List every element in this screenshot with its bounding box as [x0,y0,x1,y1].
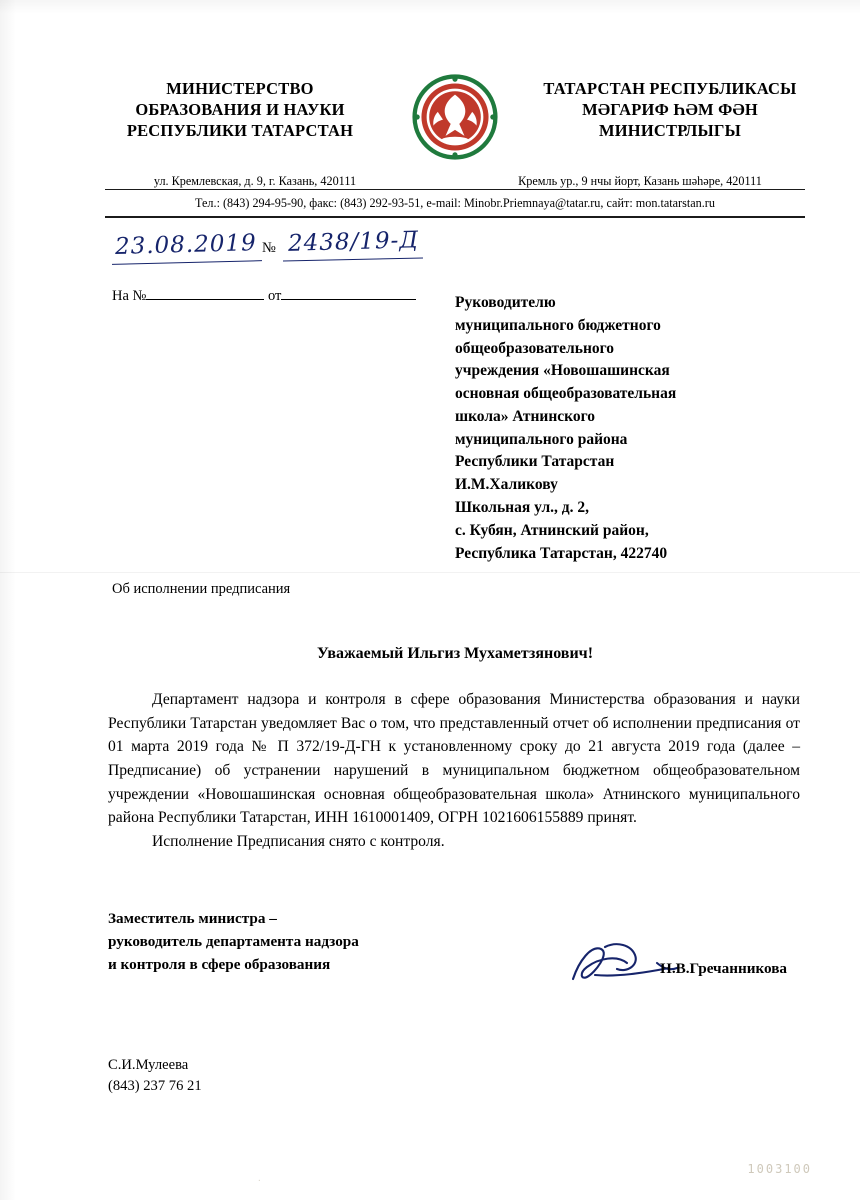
scan-faint-number: 1003100 [747,1162,812,1176]
coat-of-arms-icon [412,74,498,160]
scan-shadow-top [0,0,860,14]
signatory-title-line-1: Заместитель министра – [108,910,277,927]
address-russian: ул. Кремлевская, д. 9, г. Казань, 420111 [153,174,357,188]
reply-number-label: На № [112,288,147,304]
salutation: Уважаемый Ильгиз Мухаметзянович! [316,645,594,662]
addressee-line: основная общеобразовательная [455,385,677,403]
addressee-line: Республика Татарстан, 422740 [455,544,668,562]
addressee-line: Школьная ул., д. 2, [455,499,590,517]
ministry-title-tatar [535,78,805,141]
signatory-title [108,908,359,976]
scan-faint-mark: . [258,1172,261,1184]
addressee-line: муниципального района [455,430,628,448]
ministry-title-tt-line-3: МИНИСТРЛЫГЫ [599,121,741,141]
ministry-title-ru-line-3: РЕСПУБЛИКИ ТАТАРСТАН [126,121,354,141]
ministry-title-tt-line-2: МӘГАРИФ ҺӘМ ФӘН [582,100,758,120]
executor-name: С.И.Мулеева [108,1057,189,1073]
reply-reference-line [112,286,416,305]
reply-date-blank [281,286,416,300]
signatory-name: Н.В.Гречанникова [660,960,788,977]
addressee-line: Руководителю [455,294,556,311]
addressee-block [455,292,795,565]
ministry-title-ru-line-1: МИНИСТЕРСТВО [166,79,314,98]
signatory-title-line-2: руководитель департамента надзора [108,932,359,950]
scan-shadow-left [0,0,16,1200]
addressee-line: Республики Татарстан [455,453,615,471]
number-symbol: № [262,240,276,256]
date-underline [112,260,262,265]
addressee-line: с. Кубян, Атнинский район, [455,521,649,539]
contacts-line: Тел.: (843) 294-95-90, факс: (843) 292-93-51, e-mail: Minobr.Priemnaya@tatar.ru, сайт: mon.tatarstan.ru [195,196,715,210]
letterhead-address-row [105,174,805,189]
addressee-line: учреждения «Новошашинская [455,362,670,380]
ministry-title-russian [105,78,375,141]
number-underline [283,258,423,262]
reply-date-label: от [268,288,282,304]
addressee-line: общеобразовательного [455,339,615,357]
executor-phone: (843) 237 76 21 [108,1078,202,1095]
letterhead-divider-thick [105,216,805,218]
ministry-title-ru-line-2: ОБРАЗОВАНИЯ И НАУКИ [135,100,345,120]
body-paragraph-1: Департамент надзора и контроля в сфере образования Министерства образования и науки Республики Татарстан уведомляет Вас о том, что представленный отчет об исполнении предписания от 01 марта 2019 года № П 372/19-Д-ГН к установленному сроку до 21 августа 2019 года (далее – Предписание) об устранении нарушений в муниципальном бюджетном общеобразовательном учреждении «Новошашинская основная общеобразовательная школа» Атнинского муниципального района Республики Татарстан, ИНН 1610001409, ОГРН 1021606155889 принят. [108,691,800,827]
executor-block [108,1055,202,1097]
addressee-line: школа» Атнинского [455,407,596,425]
registration-number-handwritten: 2438/19-Д [287,227,420,257]
address-tatar: Кремль ур., 9 нчы йорт, Казань шәһәре, 420111 [518,174,762,188]
letterhead-titles-row [105,78,805,160]
paper-fold-line [0,572,860,573]
addressee-line: муниципального бюджетного [455,316,661,334]
ministry-title-tt-line-1: ТАТАРСТАН РЕСПУБЛИКАСЫ [543,79,797,98]
addressee-line: И.М.Халикову [455,476,558,494]
body-text [108,688,800,854]
body-paragraph-2: Исполнение Предписания снято с контроля. [152,833,445,851]
letterhead [105,78,805,189]
registration-date-handwritten: 23.08.2019 [114,230,258,260]
signatory-title-line-3: и контроля в сфере образования [108,955,331,973]
subject-line: Об исполнении предписания [112,581,291,597]
letterhead-divider-thin [105,189,805,190]
reply-number-blank [146,286,264,300]
